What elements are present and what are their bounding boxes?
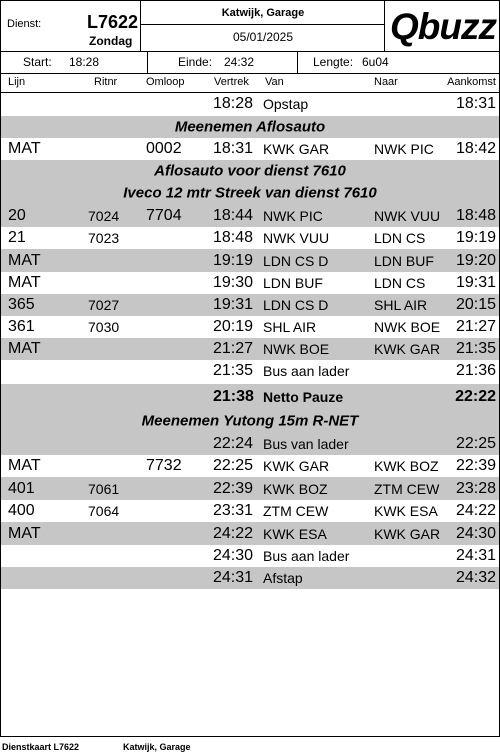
cell-van: Bus aan lader <box>263 548 350 564</box>
cell-vertrek: 24:30 <box>213 547 254 564</box>
col-omloop: Omloop <box>146 76 185 88</box>
cell-aankomst: 19:31 <box>455 274 496 291</box>
einde-value: 24:32 <box>224 55 255 69</box>
cell-aankomst: 22:22 <box>455 388 496 405</box>
cell-lijn: MAT <box>8 140 41 157</box>
cell-naar: KWK GAR <box>374 341 441 357</box>
cell-van: KWK ESA <box>263 525 327 542</box>
cell-lijn: MAT <box>8 251 41 269</box>
cell-lijn: MAT <box>8 524 41 542</box>
cell-omloop: 7704 <box>146 206 182 224</box>
cell-ritnr: 7024 <box>88 207 120 224</box>
cell-naar: NWK BOE <box>374 319 441 335</box>
schedule-row <box>1 272 499 294</box>
dienst-code: L7622 <box>87 12 139 32</box>
cell-aankomst: 22:39 <box>455 457 496 474</box>
cell-lijn: 20 <box>8 206 26 224</box>
footer-location: Katwijk, Garage <box>123 742 191 752</box>
location-date-box <box>141 1 385 52</box>
schedule-row <box>1 338 499 360</box>
cell-aankomst: 21:35 <box>455 340 496 357</box>
cell-naar: LDN CS <box>374 230 426 246</box>
header-times <box>1 52 499 74</box>
schedule-row <box>1 455 499 477</box>
cell-ritnr: 7023 <box>88 230 120 246</box>
cell-van: LDN BUF <box>263 275 323 291</box>
schedule-row <box>1 567 499 589</box>
cell-lijn: 361 <box>8 318 35 335</box>
col-van: Van <box>265 76 284 88</box>
cell-vertrek: 18:44 <box>213 206 254 224</box>
cell-vertrek: 23:31 <box>213 502 254 519</box>
cell-naar: SHL AIR <box>374 297 428 313</box>
location: Katwijk, Garage <box>141 1 385 25</box>
cell-lijn: 365 <box>8 296 35 313</box>
cell-omloop: 7732 <box>146 457 182 474</box>
cell-van: ZTM CEW <box>263 503 329 519</box>
cell-naar: LDN CS <box>374 275 426 291</box>
einde-label: Einde: <box>178 55 213 69</box>
lengte-label: Lengte: <box>313 55 354 69</box>
cell-van: KWK BOZ <box>263 480 328 497</box>
footer <box>0 741 500 756</box>
cell-vertrek: 19:19 <box>213 251 254 269</box>
dienst-box <box>1 1 141 52</box>
cell-naar: KWK BOZ <box>374 458 439 474</box>
cell-vertrek: 21:35 <box>213 362 254 379</box>
cell-vertrek: 20:19 <box>213 318 254 335</box>
cell-vertrek: 24:22 <box>213 524 254 542</box>
cell-lijn: MAT <box>8 274 41 291</box>
cell-naar: LDN BUF <box>374 252 434 269</box>
cell-aankomst: 24:32 <box>455 569 496 586</box>
cell-van: SHL AIR <box>263 319 317 335</box>
schedule-row <box>1 294 499 316</box>
start-value: 18:28 <box>69 55 100 69</box>
col-aankomst: Aankomst <box>447 76 496 88</box>
start-label: Start: <box>23 55 52 69</box>
section-title-row <box>1 410 499 432</box>
cell-van: Opstap <box>263 96 309 112</box>
cell-van: NWK BOE <box>263 341 330 357</box>
cell-van: LDN CS D <box>263 297 329 313</box>
section-title-row <box>1 116 499 138</box>
schedule-row <box>1 432 499 455</box>
cell-aankomst: 18:42 <box>455 140 496 157</box>
cell-aankomst: 18:48 <box>455 206 496 224</box>
cell-van: Netto Pauze <box>263 389 344 405</box>
cell-aankomst: 19:19 <box>455 229 496 246</box>
schedule-row <box>1 477 499 500</box>
col-ritnr: Ritnr <box>94 76 118 88</box>
date: 05/01/2025 <box>232 30 294 44</box>
schedule-row <box>1 316 499 338</box>
cell-van: Bus van lader <box>263 435 349 452</box>
col-naar: Naar <box>374 76 398 88</box>
cell-vertrek: 22:25 <box>213 457 254 474</box>
einde-cell <box>148 52 298 73</box>
cell-lijn: MAT <box>8 457 41 474</box>
dienst-label: Dienst: <box>7 18 42 30</box>
lengte-cell <box>298 52 499 73</box>
cell-vertrek: 24:31 <box>213 569 254 586</box>
cell-omloop: 0002 <box>146 140 182 157</box>
dienst-day: Zondag <box>89 34 133 48</box>
cell-aankomst: 20:15 <box>455 296 496 313</box>
cell-van: NWK PIC <box>263 207 323 224</box>
cell-naar: KWK ESA <box>374 503 438 519</box>
cell-lijn: MAT <box>8 340 41 357</box>
cell-ritnr: 7064 <box>88 503 120 519</box>
schedule-row <box>1 93 499 115</box>
cell-aankomst: 24:22 <box>455 502 496 519</box>
cell-naar: NWK PIC <box>374 141 434 157</box>
cell-aankomst: 23:28 <box>455 479 496 497</box>
cell-van: Bus aan lader <box>263 363 350 379</box>
cell-aankomst: 24:30 <box>455 524 496 542</box>
cell-ritnr: 7030 <box>88 319 120 335</box>
cell-vertrek: 21:38 <box>213 388 254 405</box>
cell-aankomst: 22:25 <box>455 434 496 452</box>
column-headers <box>1 74 499 93</box>
cell-vertrek: 18:28 <box>213 95 254 112</box>
cell-lijn: 400 <box>8 502 35 519</box>
section-title: Aflosauto voor dienst 7610 <box>154 162 346 180</box>
schedule-row <box>1 204 499 227</box>
cell-van: Afstap <box>263 570 303 586</box>
cell-van: LDN CS D <box>263 252 329 269</box>
schedule-row <box>1 500 499 522</box>
cell-vertrek: 18:31 <box>213 140 254 157</box>
schedule-row <box>1 138 499 160</box>
schedule-row <box>1 227 499 249</box>
schedule-row <box>1 384 499 410</box>
cell-aankomst: 18:31 <box>455 95 496 112</box>
cell-van: KWK GAR <box>263 458 330 474</box>
schedule-row <box>1 545 499 567</box>
section-title: Iveco 12 mtr Streek van dienst 7610 <box>123 184 377 202</box>
cell-vertrek: 19:31 <box>213 296 254 313</box>
cell-naar: NWK VUU <box>374 207 441 224</box>
cell-naar: ZTM CEW <box>374 480 440 497</box>
header-top <box>1 1 499 52</box>
cell-ritnr: 7027 <box>88 297 120 313</box>
section-title: Meenemen Aflosauto <box>174 118 326 136</box>
section-title-row <box>1 160 499 182</box>
col-lijn: Lijn <box>8 76 26 88</box>
section-title-row <box>1 182 499 204</box>
cell-aankomst: 24:31 <box>455 547 496 564</box>
lengte-value: 6u04 <box>362 55 389 69</box>
schedule-row <box>1 522 499 545</box>
cell-vertrek: 21:27 <box>213 340 254 357</box>
schedule-row <box>1 360 499 382</box>
cell-aankomst: 21:27 <box>455 318 496 335</box>
cell-aankomst: 19:20 <box>455 251 496 269</box>
schedule-row <box>1 249 499 272</box>
qbuzz-logo: Qbuzz <box>390 6 496 47</box>
cell-lijn: 21 <box>8 229 26 246</box>
section-title: Meenemen Yutong 15m R-NET <box>141 412 359 430</box>
cell-vertrek: 22:39 <box>213 479 254 497</box>
cell-van: KWK GAR <box>263 141 330 157</box>
cell-ritnr: 7061 <box>88 480 120 497</box>
cell-lijn: 401 <box>8 479 35 497</box>
cell-aankomst: 21:36 <box>455 362 496 379</box>
footer-dienstkaart: Dienstkaart L7622 <box>2 742 80 752</box>
cell-vertrek: 19:30 <box>213 274 254 291</box>
cell-naar: KWK GAR <box>374 525 441 542</box>
start-cell <box>1 52 148 73</box>
cell-vertrek: 22:24 <box>213 434 254 452</box>
cell-vertrek: 18:48 <box>213 229 254 246</box>
col-vertrek: Vertrek <box>214 76 249 88</box>
cell-van: NWK VUU <box>263 230 330 246</box>
